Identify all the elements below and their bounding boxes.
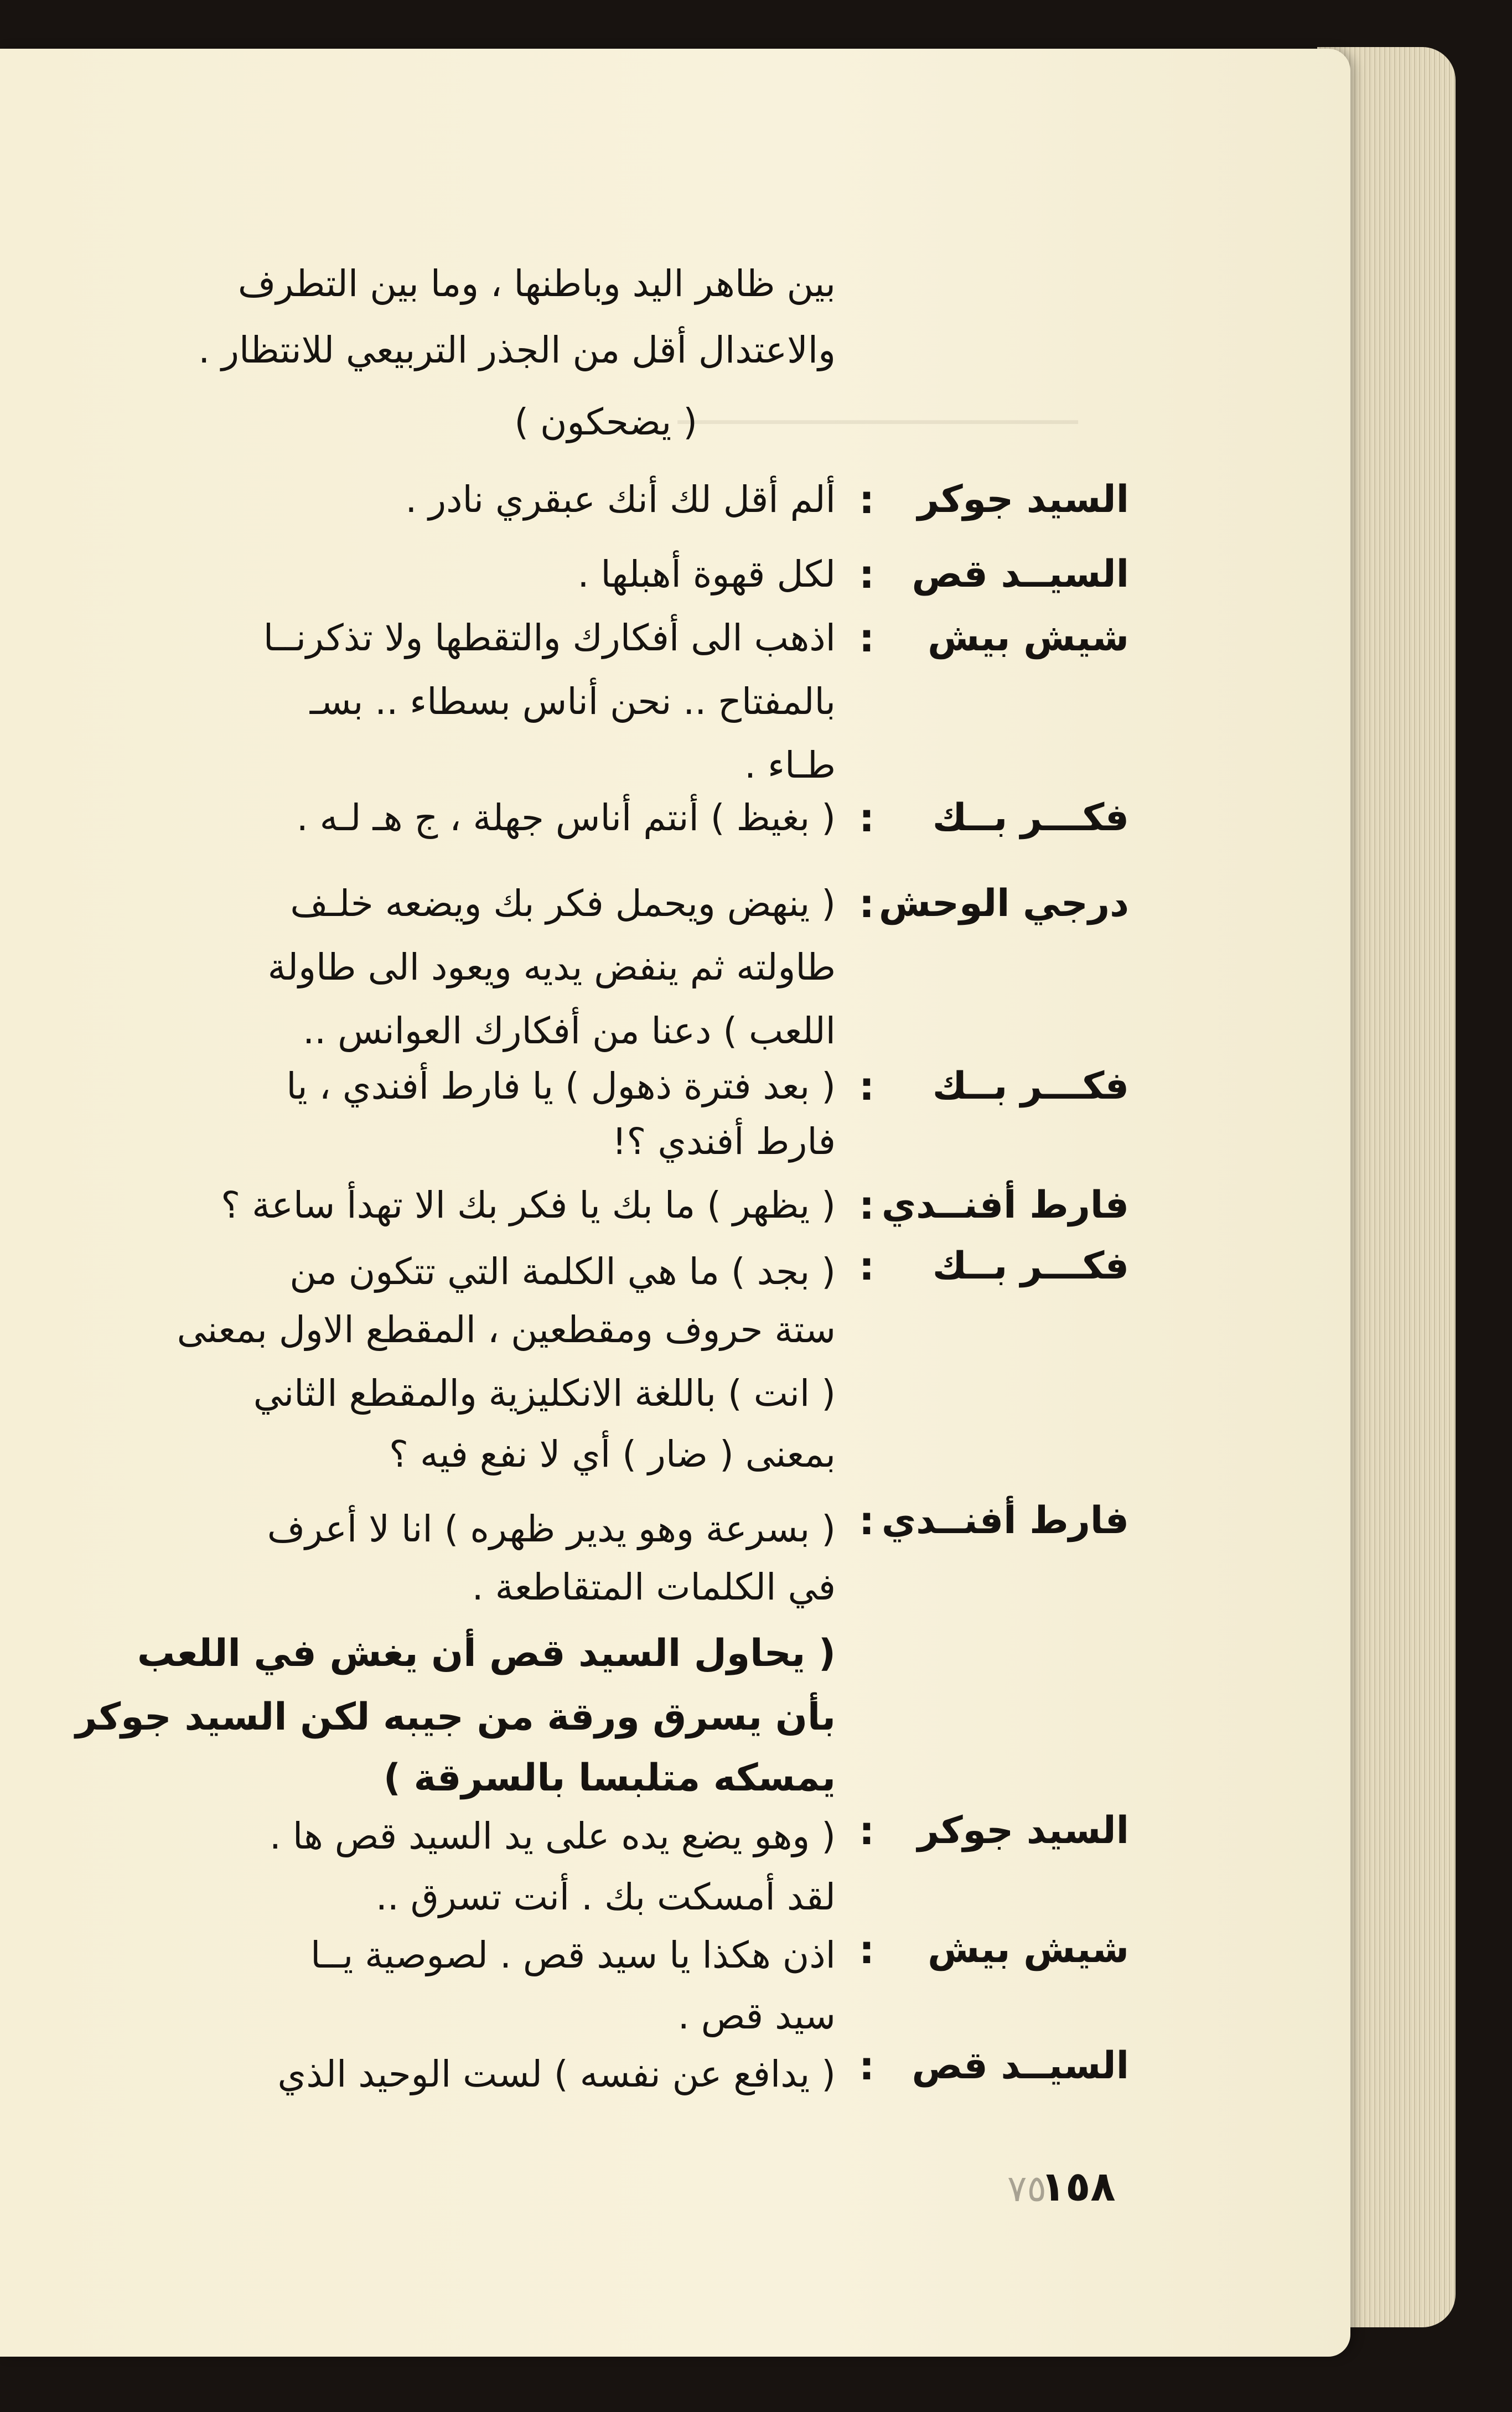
speech-line: ( بغيظ ) أنتم أناس جهلة ، ج هـ لـه . — [296, 796, 836, 839]
speaker-name: السيــد قص — [912, 2044, 1129, 2088]
colon: : — [859, 552, 874, 597]
colon: : — [859, 1064, 874, 1109]
speech-line: ( يدافع عن نفسه ) لست الوحيد الذي — [277, 2053, 836, 2095]
colon: : — [859, 881, 874, 927]
speech-line: ألم أقل لك أنك عبقري نادر . — [405, 478, 836, 521]
speaker-name: فارط أفنــدي — [881, 1183, 1129, 1227]
colon: : — [859, 1927, 874, 1973]
colon: : — [859, 615, 874, 661]
continuation-line: ( يضحكون ) — [514, 401, 697, 443]
page-number-faded: ٧٥ — [1007, 2167, 1047, 2210]
speaker-name: فكـــر بــك — [932, 1244, 1129, 1288]
continuation-line: بين ظاهر اليد وباطنها ، وما بين التطرف — [237, 262, 836, 305]
speech-line: ( بجد ) ما هي الكلمة التي تتكون من — [289, 1250, 836, 1293]
colon: : — [859, 1244, 874, 1289]
colon: : — [859, 795, 874, 841]
speech-line: ( بسرعة وهو يدير ظهره ) انا لا أعرف — [267, 1508, 836, 1550]
speech-line: اللعب ) دعنا من أفكارك العوانس .. — [303, 1010, 836, 1052]
page-number: ١٥٨ — [1040, 2163, 1116, 2211]
book-page — [0, 49, 1350, 2357]
speech-line: بالمفتاح .. نحن أناس بسطاء .. بسـ — [309, 680, 836, 723]
speech-line: ستة حروف ومقطعين ، المقطع الاول بمعنى — [177, 1308, 836, 1351]
colon: : — [859, 1498, 874, 1544]
speech-line: سيد قص . — [677, 1995, 836, 2037]
stage-direction-line: يمسكه متلبسا بالسرقة ) — [383, 1756, 836, 1800]
speech-line: في الكلمات المتقاطعة . — [472, 1566, 836, 1608]
speech-line: فارط أفندي ؟! — [612, 1120, 836, 1163]
speech-line: طـاء . — [744, 744, 836, 786]
continuation-line: والاعتدال أقل من الجذر التربيعي للانتظار . — [198, 329, 836, 371]
speaker-name: السيــد قص — [912, 552, 1129, 596]
speech-line: ( بعد فترة ذهول ) يا فارط أفندي ، يا — [286, 1065, 836, 1107]
speech-line: اذهب الى أفكارك والتقطها ولا تذكرنــا — [263, 617, 836, 659]
speaker-name: شيش بيش — [928, 616, 1129, 660]
speech-line: طاولته ثم ينفض يديه ويعود الى طاولة — [267, 946, 836, 988]
colon: : — [859, 2043, 874, 2089]
speech-line: لكل قهوة أهبلها . — [577, 553, 836, 596]
speech-line: لقد أمسكت بك . أنت تسرق .. — [375, 1876, 836, 1918]
page-text — [0, 49, 1350, 2357]
speaker-name: فكـــر بــك — [932, 796, 1129, 840]
speaker-name: فارط أفنــدي — [881, 1499, 1129, 1543]
speech-line: بمعنى ( ضار ) أي لا نفع فيه ؟ — [389, 1433, 836, 1476]
stage-direction-line: بأن يسرق ورقة من جيبه لكن السيد جوكر — [75, 1695, 836, 1739]
bleed-through-texture: ─────────────── — [677, 396, 1078, 448]
colon: : — [859, 477, 874, 522]
speaker-name: درجي الوحش — [878, 882, 1129, 925]
colon: : — [859, 1183, 874, 1228]
speaker-name: فكـــر بــك — [932, 1064, 1129, 1108]
speech-line: ( انت ) باللغة الانكليزية والمقطع الثاني — [253, 1372, 836, 1415]
speech-line: ( ينهض ويحمل فكر بك ويضعه خلـف — [290, 882, 836, 925]
speech-line: ( يظهر ) ما بك يا فكر بك الا تهدأ ساعة ؟ — [221, 1184, 836, 1226]
speaker-name: السيد جوكر — [917, 1809, 1129, 1852]
speech-line: اذن هكذا يا سيد قص . لصوصية يــا — [310, 1934, 836, 1976]
speaker-name: شيش بيش — [928, 1928, 1129, 1971]
colon: : — [859, 1808, 874, 1854]
speech-line: ( وهو يضع يده على يد السيد قص ها . — [269, 1815, 836, 1857]
stage-direction-line: ( يحاول السيد قص أن يغش في اللعب — [137, 1632, 836, 1675]
speaker-name: السيد جوكر — [917, 478, 1129, 521]
